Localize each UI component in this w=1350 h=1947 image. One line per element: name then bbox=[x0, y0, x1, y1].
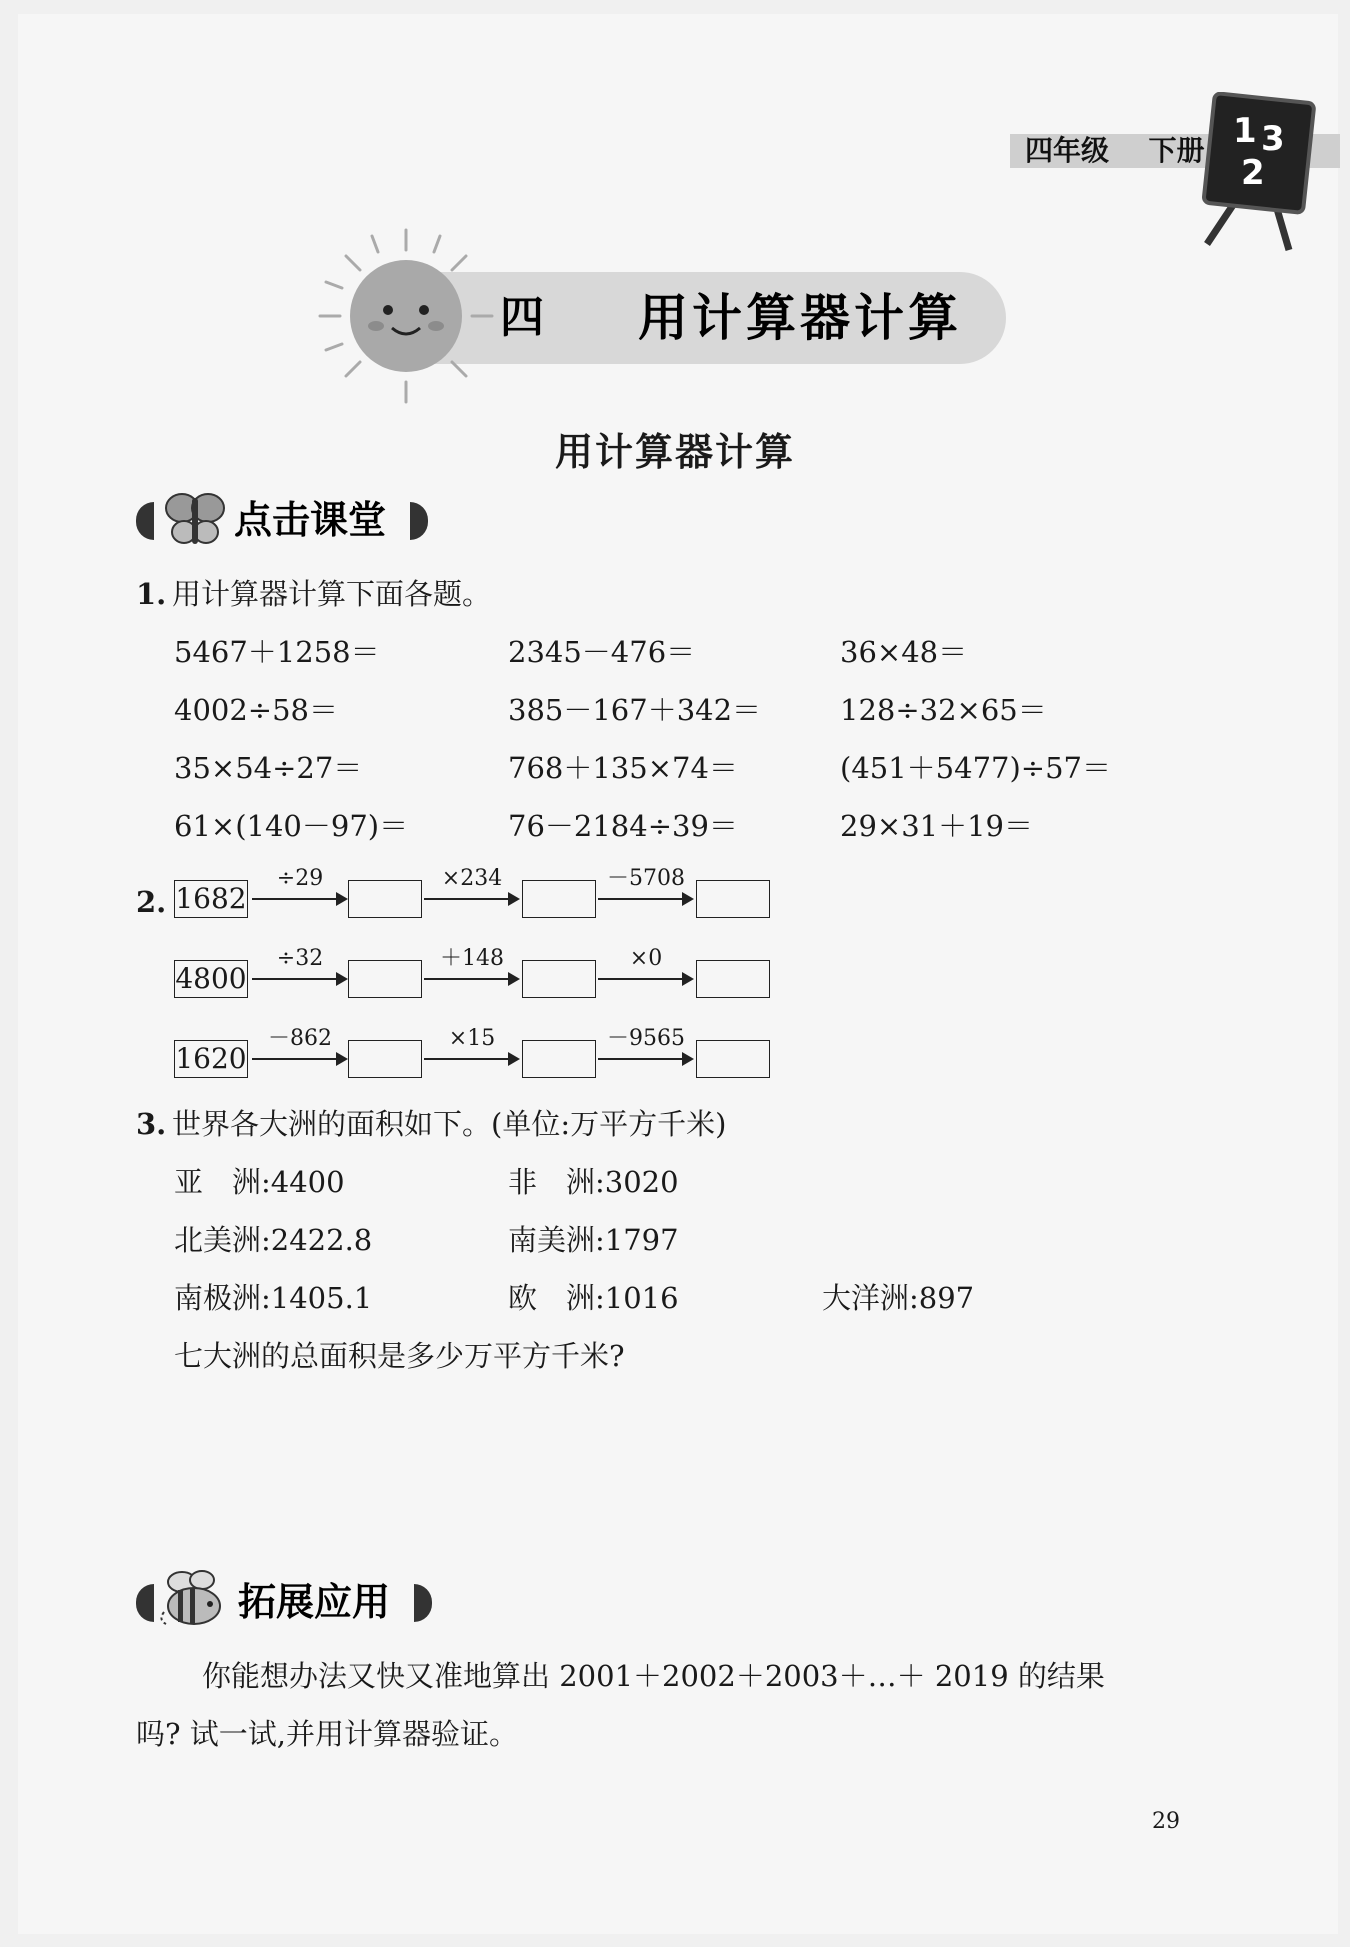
answer-box[interactable] bbox=[348, 880, 422, 918]
butterfly-icon bbox=[160, 488, 230, 550]
bee-icon bbox=[158, 1566, 234, 1630]
continent-area: 南美洲:1797 bbox=[508, 1223, 679, 1257]
badge-digit-3: 3 bbox=[1261, 119, 1285, 159]
chain-op-label: ÷32 bbox=[276, 946, 324, 971]
q1-item: 61×(140－97)＝ bbox=[174, 809, 409, 843]
continent-area: 大洋洲:897 bbox=[822, 1281, 975, 1315]
continent-area: 亚 洲:4400 bbox=[174, 1165, 345, 1199]
chain-op-label: －5708 bbox=[607, 866, 685, 891]
answer-box[interactable] bbox=[522, 960, 596, 998]
grade-label bbox=[1025, 134, 1205, 168]
chain-arrow bbox=[424, 978, 518, 980]
question-3-number: 3. bbox=[136, 1107, 167, 1141]
question-1-number: 1. bbox=[136, 577, 167, 611]
q1-item: 128÷32×65＝ bbox=[840, 693, 1047, 727]
q1-item: 35×54÷27＝ bbox=[174, 751, 363, 785]
chain-op-label: －9565 bbox=[607, 1026, 685, 1051]
answer-box[interactable] bbox=[348, 1040, 422, 1078]
chain-op-label: ＋148 bbox=[440, 946, 504, 971]
q1-item: 4002÷58＝ bbox=[174, 693, 339, 727]
badge-digit-2: 2 bbox=[1241, 153, 1265, 193]
volume-text: 下册 bbox=[1148, 134, 1205, 167]
extension-text-line2: 吗? 试一试,并用计算器验证。 bbox=[136, 1717, 518, 1751]
chain-op-label: －862 bbox=[268, 1026, 332, 1051]
q1-item: 768＋135×74＝ bbox=[508, 751, 738, 785]
chain-op-label: ÷29 bbox=[276, 866, 324, 891]
q1-item: 76－2184÷39＝ bbox=[508, 809, 738, 843]
continent-area: 欧 洲:1016 bbox=[508, 1281, 679, 1315]
chapter-title: 用计算器计算 bbox=[638, 289, 962, 347]
chain-arrow bbox=[252, 1058, 346, 1060]
extension-text-line1: 你能想办法又快又准地算出 2001＋2002＋2003＋…＋ 2019 的结果 bbox=[202, 1659, 1105, 1693]
chain-arrow bbox=[598, 978, 692, 980]
question-2-number: 2. bbox=[136, 885, 167, 919]
q1-item: 385－167＋342＝ bbox=[508, 693, 762, 727]
grade-text: 四年级 bbox=[1025, 134, 1110, 167]
chain-arrow bbox=[252, 898, 346, 900]
chain-arrow bbox=[424, 898, 518, 900]
question-1-prompt: 用计算器计算下面各题。 bbox=[172, 577, 492, 611]
answer-box[interactable] bbox=[696, 880, 770, 918]
lesson-title: 用计算器计算 bbox=[554, 430, 795, 474]
q1-item: 5467＋1258＝ bbox=[174, 635, 380, 669]
q1-item: 2345－476＝ bbox=[508, 635, 696, 669]
answer-box[interactable] bbox=[348, 960, 422, 998]
blackboard-icon bbox=[1195, 92, 1325, 252]
q1-item: 36×48＝ bbox=[840, 635, 968, 669]
chain-start-box: 1682 bbox=[174, 880, 248, 918]
continent-area: 非 洲:3020 bbox=[508, 1165, 679, 1199]
continent-area: 南极洲:1405.1 bbox=[174, 1281, 373, 1315]
section-label-classroom: 点击课堂 bbox=[234, 498, 387, 542]
page-number: 29 bbox=[1152, 1809, 1180, 1834]
chain-arrow bbox=[252, 978, 346, 980]
chain-arrow bbox=[424, 1058, 518, 1060]
question-3-prompt: 世界各大洲的面积如下。(单位:万平方千米) bbox=[172, 1107, 727, 1141]
chain-start-box: 4800 bbox=[174, 960, 248, 998]
chapter-number: 四 bbox=[500, 292, 544, 343]
question-3-ask: 七大洲的总面积是多少万平方千米? bbox=[174, 1339, 625, 1373]
answer-box[interactable] bbox=[696, 960, 770, 998]
chain-start-box: 1620 bbox=[174, 1040, 248, 1078]
chain-op-label: ×234 bbox=[441, 866, 503, 891]
badge-digit-1: 1 bbox=[1233, 111, 1257, 151]
chain-op-label: ×15 bbox=[448, 1026, 496, 1051]
q1-item: (451＋5477)÷57＝ bbox=[840, 751, 1111, 785]
q1-item: 29×31＋19＝ bbox=[840, 809, 1034, 843]
answer-box[interactable] bbox=[696, 1040, 770, 1078]
sun-icon bbox=[316, 226, 496, 406]
answer-box[interactable] bbox=[522, 1040, 596, 1078]
section-label-extension: 拓展应用 bbox=[238, 1580, 391, 1624]
chain-arrow bbox=[598, 1058, 692, 1060]
chain-arrow bbox=[598, 898, 692, 900]
chain-op-label: ×0 bbox=[629, 946, 663, 971]
answer-box[interactable] bbox=[522, 880, 596, 918]
continent-area: 北美洲:2422.8 bbox=[174, 1223, 373, 1257]
